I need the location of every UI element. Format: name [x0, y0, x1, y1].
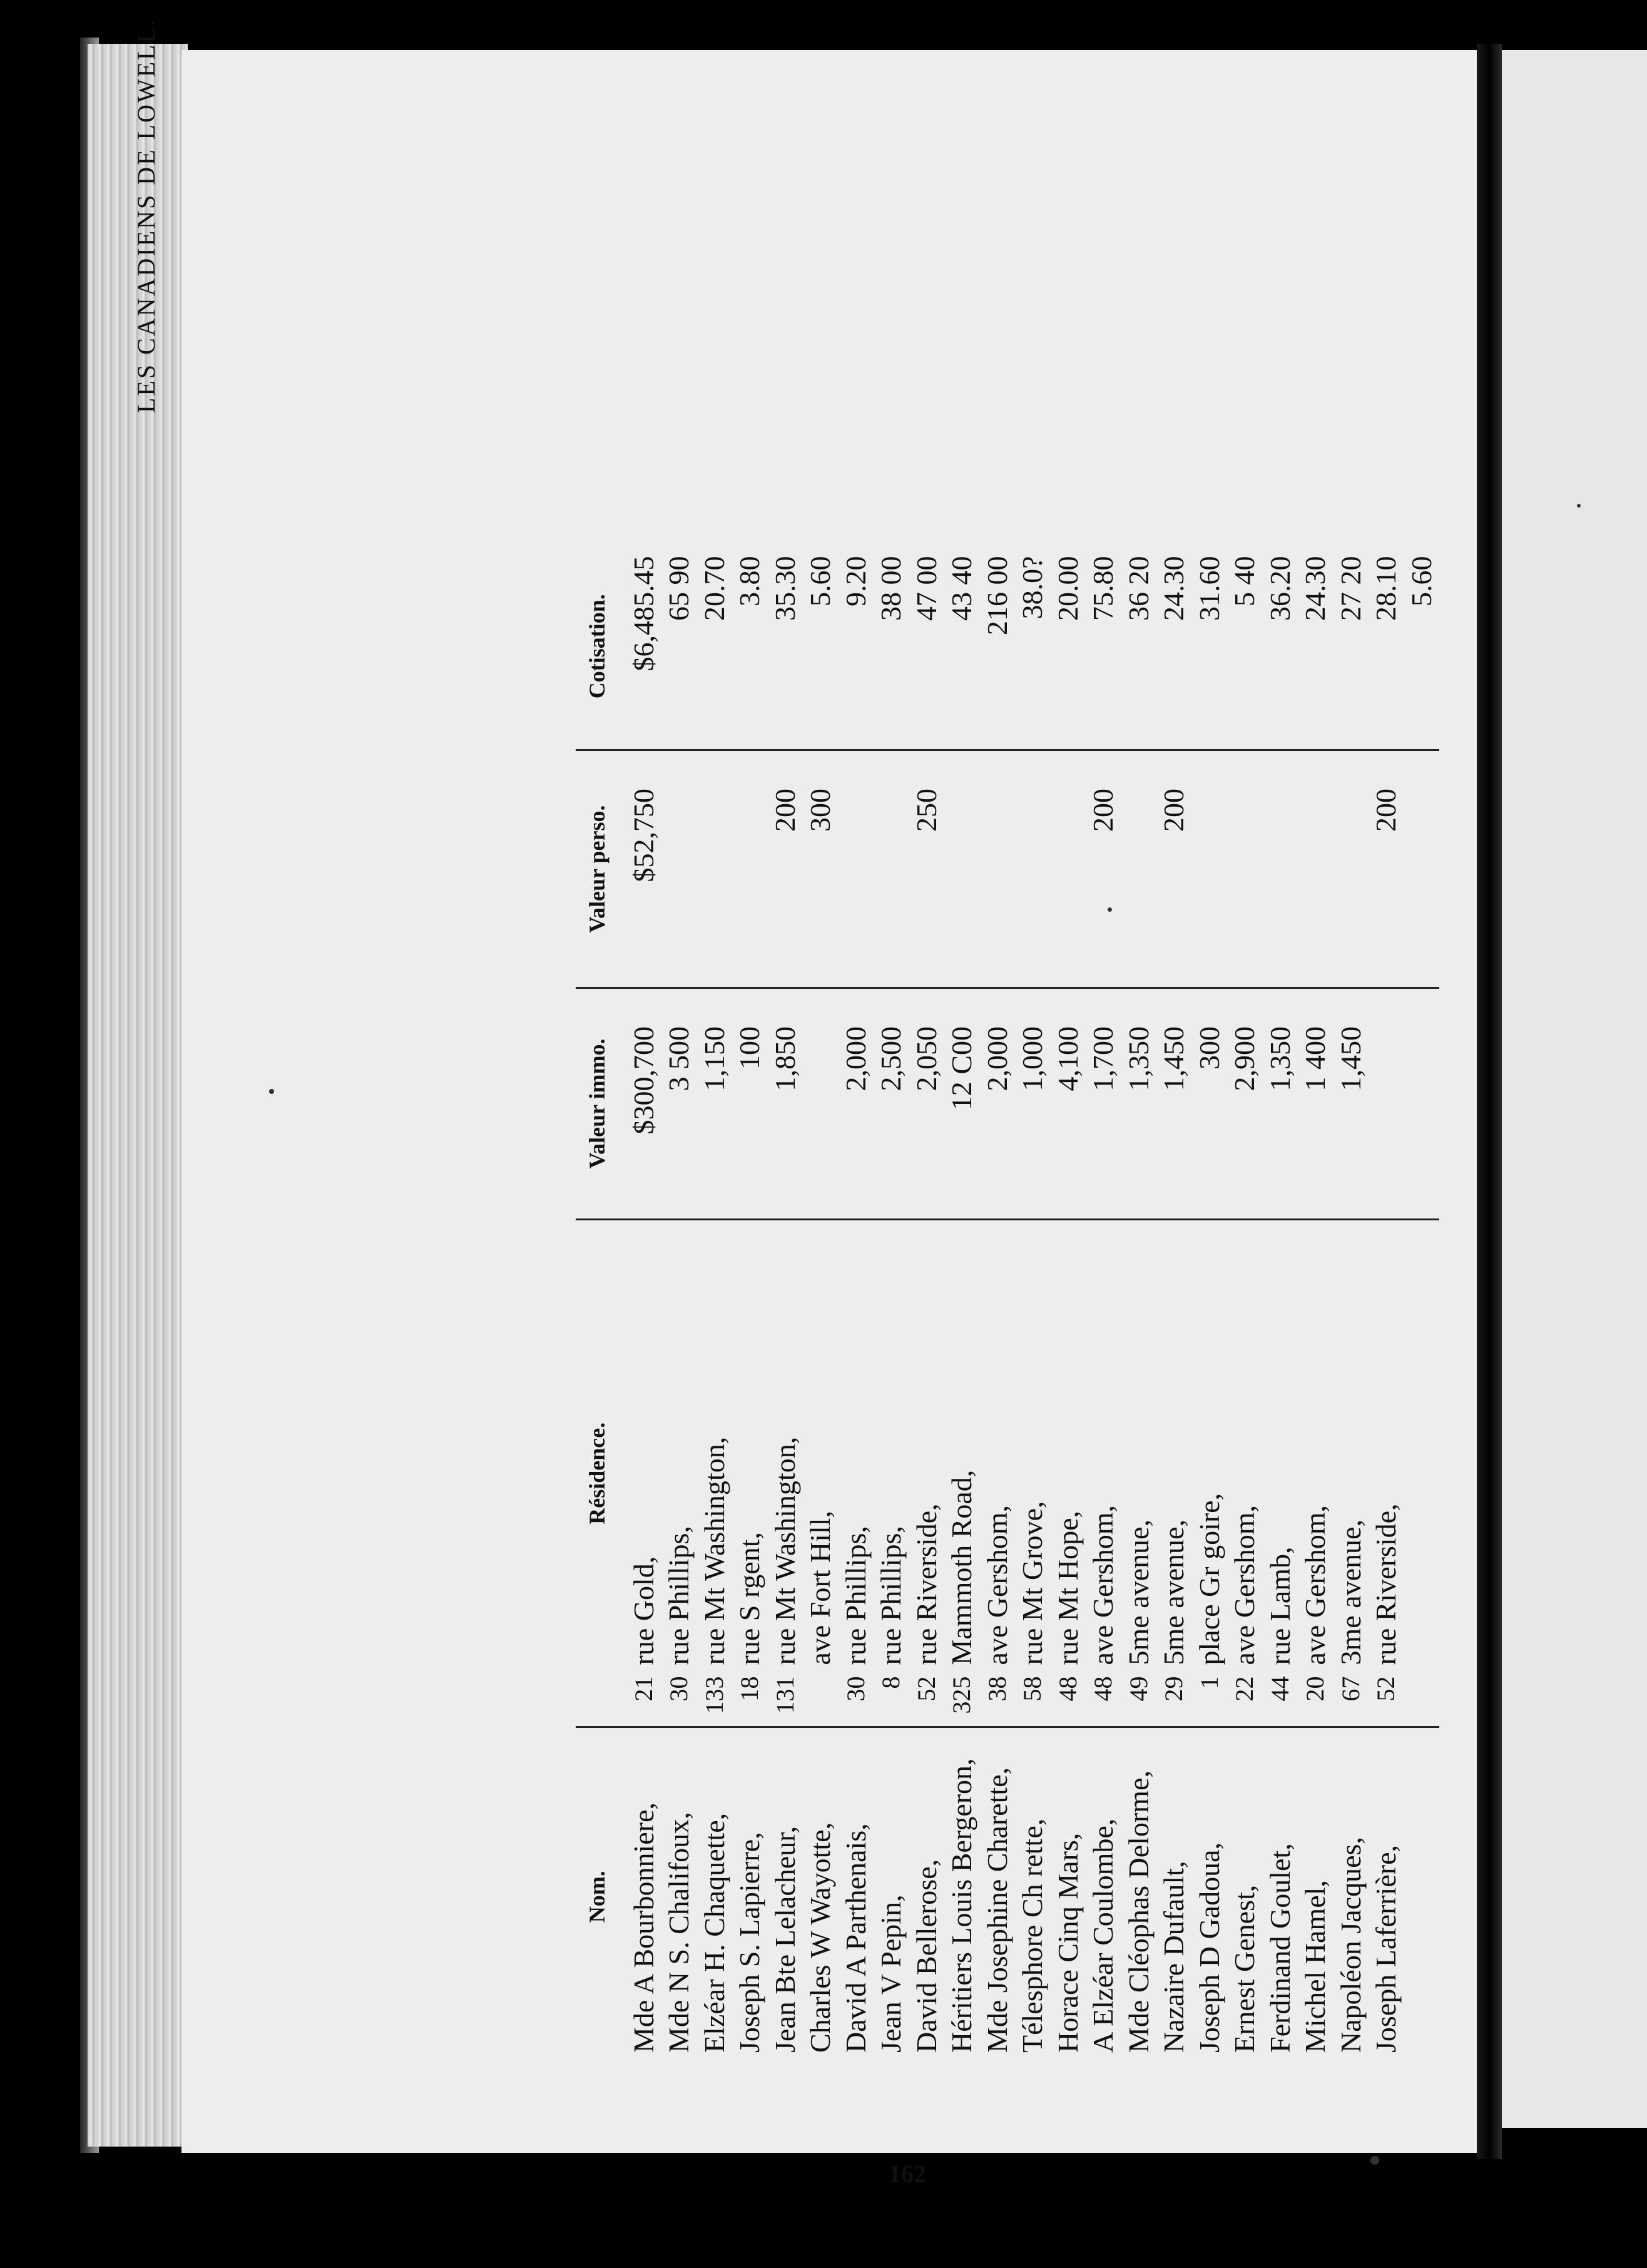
cell-valeur-perso: [661, 750, 697, 988]
cell-numero: 48: [1086, 1670, 1121, 1728]
cell-nom: Ernest Genest,: [1228, 1884, 1260, 2053]
cell-numero: 18: [732, 1670, 768, 1728]
cell-rue: ave Gershom,: [1228, 1505, 1260, 1665]
cell-valeur-perso: [697, 750, 733, 988]
cell-valeur-perso: [1298, 750, 1333, 988]
cell-nom: Mde A Bourbonniere,: [627, 1802, 660, 2053]
cell-rue: rue Gold,: [627, 1556, 660, 1665]
cell-numero: [803, 1670, 839, 1728]
cell-valeur-immo: 2,900: [1227, 988, 1263, 1220]
rotated-content: [132, 18, 1437, 2188]
cell-rue: ave Gershom,: [1299, 1505, 1331, 1665]
cell-nom: Jean Bte Lelacheur,: [768, 1826, 801, 2053]
cell-cotisation: 5.60: [803, 544, 839, 750]
cell-valeur-perso: 300: [803, 750, 839, 988]
header-cotisation: Cotisation.: [576, 544, 626, 750]
cell-numero: 52: [909, 1670, 945, 1728]
cell-rue: rue Mt Grove,: [1016, 1501, 1048, 1665]
cell-cotisation: 9.20: [839, 544, 874, 750]
cell-valeur-perso: [732, 750, 768, 988]
tax-table: [576, 544, 1439, 2066]
cell-nom: Horace Cinq Mars,: [1051, 1832, 1084, 2053]
table-row: [980, 544, 1016, 2066]
cell-nom: Mde Josephine Charette,: [981, 1767, 1013, 2053]
cell-valeur-immo: 1 400: [1298, 988, 1333, 1220]
cell-cotisation: 3.80: [732, 544, 768, 750]
cell-numero: 44: [1263, 1670, 1298, 1728]
table-row: [1333, 544, 1369, 2066]
table-row: [1227, 544, 1263, 2066]
cell-valeur-perso: [874, 750, 909, 988]
table-row: [626, 544, 662, 2066]
cell-valeur-perso: 250: [909, 750, 945, 988]
cell-rue: 3me avenue,: [1334, 1520, 1367, 1665]
cell-valeur-perso: 200: [1156, 750, 1192, 988]
cell-rue: rue Riverside,: [910, 1503, 942, 1665]
cell-rue: rue Riverside,: [1370, 1503, 1402, 1665]
cell-rue: rue Mt Washington,: [768, 1436, 801, 1665]
cell-valeur-perso: [1192, 750, 1228, 988]
cell-nom: A Elzéar Coulombe,: [1087, 1818, 1119, 2053]
cell-nom: Charles W Wayotte,: [804, 1822, 836, 2053]
cell-cotisation: 28.10: [1369, 544, 1404, 750]
cell-cotisation: 5 40: [1227, 544, 1263, 750]
table-row: [1051, 544, 1086, 2066]
table-row: [1015, 544, 1051, 2066]
cell-numero: 22: [1227, 1670, 1263, 1728]
header-residence: Résidence.: [576, 1220, 626, 1728]
cell-cotisation: 47 00: [909, 544, 945, 750]
table-row: [944, 544, 980, 2066]
cell-rue: place Gr goire,: [1193, 1493, 1225, 1665]
cell-valeur-immo: 2,500: [874, 988, 909, 1220]
cell-cotisation: 5.60: [1404, 544, 1440, 750]
cell-rue: ave Fort Hill,: [804, 1510, 836, 1665]
cell-numero: 48: [1051, 1670, 1086, 1728]
cell-nom: Mde Cléophas Delorme,: [1122, 1770, 1155, 2053]
cell-numero: [1404, 1670, 1440, 1728]
cell-nom: Joseph S. Lapierre,: [733, 1832, 765, 2053]
cell-nom: Joseph Laferrière,: [1370, 1844, 1402, 2053]
page-number: 162: [889, 2160, 926, 2188]
cell-valeur-immo: 1,350: [1121, 988, 1157, 1220]
cell-cotisation: $6,485.45: [626, 544, 662, 750]
header-nom: Nom.: [584, 1871, 609, 1923]
table-row: [768, 544, 803, 2066]
cell-valeur-immo: 1,000: [1015, 988, 1051, 1220]
cell-valeur-perso: [1121, 750, 1157, 988]
cell-valeur-immo: 2,000: [980, 988, 1016, 1220]
cell-cotisation: 20.00: [1051, 544, 1086, 750]
cell-valeur-perso: [1404, 750, 1440, 988]
cell-valeur-immo: 1,450: [1156, 988, 1192, 1220]
cell-rue: [1404, 1220, 1440, 1670]
cell-valeur-immo: 1,450: [1333, 988, 1369, 1220]
cell-valeur-immo: 1,700: [1086, 988, 1121, 1220]
dust-speck: [269, 1089, 274, 1094]
table-row: [803, 544, 839, 2066]
cell-numero: 67: [1333, 1670, 1369, 1728]
cell-cotisation: 27 20: [1333, 544, 1369, 750]
table-row: [1086, 544, 1121, 2066]
cell-valeur-perso: 200: [1369, 750, 1404, 988]
cell-valeur-immo: 3 500: [661, 988, 697, 1220]
table-row: [1192, 544, 1228, 2066]
cell-valeur-immo: 4,100: [1051, 988, 1086, 1220]
cell-valeur-perso: $52,750: [626, 750, 662, 988]
cell-cotisation: 75.80: [1086, 544, 1121, 750]
cell-valeur-perso: [1051, 750, 1086, 988]
cell-rue: rue S rgent,: [733, 1531, 765, 1665]
cell-valeur-perso: [1015, 750, 1051, 988]
cell-valeur-immo: 1,350: [1263, 988, 1298, 1220]
cell-numero: 52: [1369, 1670, 1404, 1728]
cell-numero: 1: [1192, 1670, 1228, 1728]
dust-speck: [1370, 2156, 1379, 2165]
table-row: [909, 544, 945, 2066]
cell-nom: [1404, 1727, 1440, 2065]
cell-valeur-immo: 2,000: [839, 988, 874, 1220]
cell-rue: rue Phillips,: [663, 1526, 695, 1665]
cell-rue: 5me avenue,: [1122, 1520, 1155, 1665]
cell-cotisation: 216 00: [980, 544, 1016, 750]
cell-rue: rue Lamb,: [1263, 1546, 1296, 1665]
table-row: [1298, 544, 1333, 2066]
cell-valeur-perso: [980, 750, 1016, 988]
cell-cotisation: 43 40: [944, 544, 980, 750]
cell-rue: rue Phillips,: [875, 1526, 907, 1665]
cell-numero: 29: [1156, 1670, 1192, 1728]
cell-rue: rue Phillips,: [839, 1526, 872, 1665]
cell-valeur-perso: [1227, 750, 1263, 988]
table-body: [626, 544, 1440, 2066]
running-head: LES CANADIENS DE LOWELL.: [132, 18, 160, 413]
cell-numero: 30: [839, 1670, 874, 1728]
cell-numero: 131: [768, 1670, 803, 1728]
table-row: [732, 544, 768, 2066]
cell-valeur-immo: 2,050: [909, 988, 945, 1220]
cell-nom: Ferdinand Goulet,: [1263, 1843, 1296, 2053]
cell-valeur-immo: 12 C00: [944, 988, 980, 1220]
cell-numero: 38: [980, 1670, 1016, 1728]
table-row: [1404, 544, 1440, 2066]
table-row: [839, 544, 874, 2066]
cell-valeur-immo: 1,150: [697, 988, 733, 1220]
cell-nom: Joseph D Gadoua,: [1193, 1842, 1225, 2053]
cell-nom: Jean V Pepin,: [875, 1894, 907, 2053]
table-row: [1121, 544, 1157, 2066]
cell-rue: ave Gershom,: [981, 1505, 1013, 1665]
cell-valeur-immo: $300,700: [626, 988, 662, 1220]
cell-valeur-immo: 300: [1192, 988, 1228, 1220]
cell-numero: 58: [1015, 1670, 1051, 1728]
header-valeur-perso: Valeur perso.: [576, 750, 626, 988]
cell-valeur-perso: [839, 750, 874, 988]
table-row: [1263, 544, 1298, 2066]
cell-rue: ave Gershom,: [1087, 1505, 1119, 1665]
cell-rue: Mammoth Road,: [946, 1469, 977, 1665]
cell-valeur-immo: [1369, 988, 1404, 1220]
header-valeur-immo: Valeur immo.: [576, 988, 626, 1220]
table-row: [1369, 544, 1404, 2066]
cell-valeur-perso: 200: [768, 750, 803, 988]
table-row: [1156, 544, 1192, 2066]
cell-cotisation: 38.0?: [1015, 544, 1051, 750]
cell-cotisation: 20.70: [697, 544, 733, 750]
gutter: [1477, 44, 1502, 2159]
cell-cotisation: 36 20: [1121, 544, 1157, 750]
cell-nom: Héritiers Louis Bergeron,: [946, 1758, 977, 2053]
cell-nom: David Bellerose,: [910, 1859, 942, 2053]
cell-nom: Nazaire Dufault,: [1158, 1861, 1190, 2053]
cell-numero: 325: [944, 1670, 980, 1728]
cell-nom: Michel Hamel,: [1299, 1880, 1331, 2053]
cell-nom: Mde N S. Chalifoux,: [663, 1812, 695, 2053]
cell-valeur-immo: [803, 988, 839, 1220]
cell-cotisation: 24.30: [1156, 544, 1192, 750]
table-row: [661, 544, 697, 2066]
cell-numero: 30: [661, 1670, 697, 1728]
cell-nom: Elzéar H. Chaquette,: [698, 1812, 730, 2053]
cell-cotisation: 31.60: [1192, 544, 1228, 750]
cell-valeur-perso: [1333, 750, 1369, 988]
cell-valeur-immo: 100: [732, 988, 768, 1220]
cell-numero: 21: [626, 1670, 662, 1728]
cell-nom: David A Parthenais,: [839, 1823, 872, 2053]
table-row: [874, 544, 909, 2066]
cell-cotisation: 24.30: [1298, 544, 1333, 750]
cell-cotisation: 38 00: [874, 544, 909, 750]
cell-numero: 8: [874, 1670, 909, 1728]
cell-cotisation: 65 90: [661, 544, 697, 750]
cell-cotisation: 36.20: [1263, 544, 1298, 750]
cell-cotisation: 35.30: [768, 544, 803, 750]
cell-rue: rue Mt Hope,: [1051, 1510, 1084, 1665]
cell-numero: 133: [697, 1670, 733, 1728]
cell-nom: Napoléon Jacques,: [1334, 1837, 1367, 2053]
cell-numero: 49: [1121, 1670, 1157, 1728]
cell-rue: rue Mt Washington,: [698, 1436, 730, 1665]
cell-valeur-perso: [1263, 750, 1298, 988]
cell-nom: Télesphore Ch rette,: [1016, 1818, 1048, 2053]
cell-valeur-perso: [944, 750, 980, 988]
cell-rue: 5me avenue,: [1158, 1520, 1190, 1665]
cell-valeur-perso: 200: [1086, 750, 1121, 988]
facing-page-edge: [1502, 50, 1647, 2128]
cell-valeur-immo: 1,850: [768, 988, 803, 1220]
cell-valeur-immo: [1404, 988, 1440, 1220]
dust-speck: [1577, 504, 1581, 508]
table-row: [697, 544, 733, 2066]
table-header-row: [576, 544, 626, 2066]
cell-numero: 20: [1298, 1670, 1333, 1728]
